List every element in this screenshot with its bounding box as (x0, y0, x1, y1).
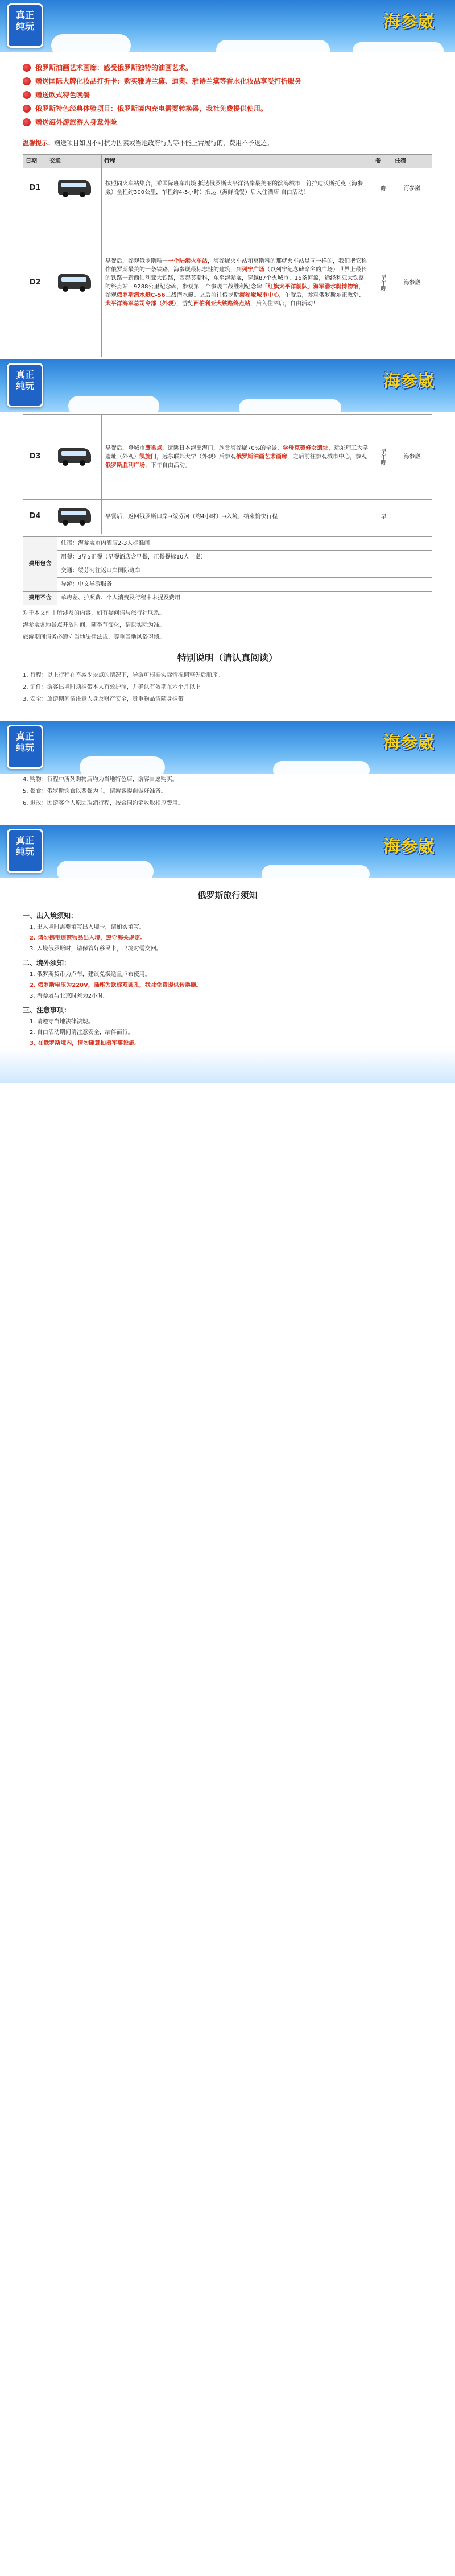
brand-logo: 海参崴 (383, 12, 435, 32)
bus-icon (58, 508, 91, 523)
guide-item: 3. 海参崴与北京时差为2小时。 (30, 993, 109, 999)
table-row: D4 早餐后，返回俄罗斯口岸→绥芬河（约4小时）→入境，结束愉快行程！ 早 (23, 499, 432, 534)
note-line: 旅游期间请务必遵守当地法律法规，尊重当地风俗习惯。 (23, 634, 165, 640)
highlight-item: 赠送欧式特色晚餐 (23, 90, 432, 100)
itinerary-table (23, 414, 432, 534)
special-para: 4. 购物：行程中所列购物店均为当地特色店，游客自愿购买。 (23, 776, 178, 783)
pure-play-badge: 真正 纯玩 (7, 725, 43, 769)
table-header-row (23, 154, 432, 168)
section-guide (0, 825, 455, 1084)
guide-item: 1. 请遵守当地法律法规。 (30, 1019, 94, 1025)
highlight-item: 俄罗斯油画艺术画廊：感受俄罗斯独特的油画艺术。 (23, 63, 432, 73)
col-hotel: 住宿 (392, 154, 432, 168)
guide-heading: 一、出入境须知： (23, 912, 78, 920)
guide-item: 2. 俄罗斯电压为220V，插座为欧标双圆孔，我社免费提供转换器。 (30, 982, 202, 989)
section-itinerary (0, 0, 455, 359)
rose-icon (23, 91, 31, 99)
note-line: 对于本文件中所涉及的内容，如有疑问请与旅行社联系。 (23, 610, 165, 617)
footer-banner (0, 1049, 455, 1083)
table-row: D3 早餐后，登城市鹰巢点，远眺日本海出海口，欣赏海参崴70%的全景，学母克契修女遗址，远东理工大学遗址（外观）凯旋门，远东联邦大学（外观）后参观俄罗斯油画艺术画廊，之后前往参观城市中心，参观俄罗斯胜利广场，下午自由活动。 早午晚 海参崴 (23, 414, 432, 499)
cost-table (23, 536, 432, 605)
pure-play-badge: 真正 纯玩 (7, 3, 43, 48)
special-para: 6. 退改：因游客个人原因取消行程，按合同约定收取相应费用。 (23, 800, 184, 807)
guide-item: 2. 请勿携带违禁物品出入境，遵守海关规定。 (30, 935, 146, 941)
col-itin: 行程 (102, 154, 373, 168)
section-itinerary-continued (0, 359, 455, 705)
table-row: 用餐：3早5正餐（早餐酒店含早餐，正餐餐标10人一桌） (23, 550, 432, 564)
table-row: D2 早餐后，参观俄罗斯唯一一个陆港火车站，海参崴火车站和莫斯科的那就火车站是同一样的，我们把它称作俄罗斯最美的一条铁路，海参崴最标志性的建筑，到列宁广场（以列宁纪念碑命名的广场）世界上最长的铁路一新西伯利亚大铁路，西起莫斯科，东至海参崴，穿越87个火城市。16条河流，途经利亚大铁路的终点站—9288公里纪念碑，参观第一个参观二战胜利纪念碑「红旗太平洋舰队」海军潜水艇博物馆，参观俄罗斯潜水艇C-56二战潜水艇。之后前往俄罗斯海参崴城市中心，午餐后，参观俄罗斯东正教堂、太平洋海军总司令部（外观），游览西伯利亚大铁路终点站，后入住酒店，自由活动！ 早午晚 海参崴 (23, 209, 432, 357)
brand-logo: 海参崴 (383, 837, 435, 857)
itinerary-table (23, 154, 432, 357)
guide-heading: 二、境外须知： (23, 959, 71, 967)
col-trans: 交通 (47, 154, 102, 168)
table-row: 费用包含 住宿：海参崴市内酒店2-3人标准间 (23, 536, 432, 550)
col-day: 日期 (23, 154, 47, 168)
rose-icon (23, 118, 31, 126)
header-banner (0, 721, 455, 774)
highlight-item: 赠送海外游旅游人身意外险 (23, 117, 432, 127)
guide-item: 1. 俄罗斯货币为卢布，建议兑换适量卢布使用。 (30, 971, 151, 978)
guide-item: 2. 自由活动期间请注意安全，结伴而行。 (30, 1029, 134, 1036)
highlight-item: 赠送国际大牌化妆品打折卡：购买雅诗兰黛、迪奥、雅诗兰黛等香水化妆品享受打折服务 (23, 76, 432, 86)
highlight-item: 俄罗斯特色经典体验项目：俄罗斯境内充电需要转换器，我社免费提供使用。 (23, 104, 432, 114)
brand-logo: 海参崴 (383, 371, 435, 391)
special-para: 1. 行程：以上行程在不减少景点的情况下，导游可根据实际情况调整先后顺序。 (23, 672, 224, 679)
rose-icon (23, 105, 31, 113)
bus-icon (58, 448, 91, 463)
bus-icon (58, 274, 91, 289)
table-row: D1 按照同火车站集合，乘国际班车出境 抵达俄罗斯太平洋沿岸最美丽的滨海城市一符拉迪沃斯托克（海参崴）全程约300公里，车程约4-5小时）抵达（海鲜晚餐）后入住酒店 自由活动！ 晚 海参崴 (23, 168, 432, 209)
header-banner (0, 825, 455, 878)
rose-icon (23, 77, 31, 85)
guide-item: 3. 入境俄罗斯时，请保管好移民卡，出境时需交回。 (30, 946, 162, 952)
table-row: 交通：绥芬河往返口岸国际班车 (23, 564, 432, 577)
highlights-list (0, 52, 455, 135)
bus-icon (58, 180, 91, 195)
guide-item: 3. 在俄罗斯境内，请勿随意拍摄军事设施。 (30, 1040, 140, 1047)
pure-play-badge: 真正 纯玩 (7, 829, 43, 873)
rose-icon (23, 64, 31, 72)
header-banner (0, 359, 455, 412)
table-row: 导游：中文导游服务 (23, 577, 432, 591)
guide-item: 1. 出入境时需要填写出入境卡，请如实填写。 (30, 924, 145, 931)
special-para: 5. 餐食：俄罗斯饮食以西餐为主，请游客提前做好准备。 (23, 788, 167, 795)
guide-heading: 三、注意事项： (23, 1006, 71, 1014)
special-para: 3. 安全：旅游期间请注意人身及财产安全，贵重物品请随身携带。 (23, 696, 189, 702)
guide-title: 俄罗斯旅行须知 (197, 890, 258, 900)
table-row: 费用不含 单房差、护照费、个人消费及行程中未提及费用 (23, 591, 432, 605)
header-banner (0, 0, 455, 52)
special-para: 2. 证件：游客出境时须携带本人有效护照，并确认有效期在六个月以上。 (23, 684, 206, 690)
note-line: 海参崴各地景点开放时间，随季节变化，请以实际为准。 (23, 622, 165, 629)
warm-tip: 温馨提示：赠送项目如因不可抗力因素或当地政府行为等不能正常履行的，费用不予退还。 (23, 139, 273, 147)
special-title: 特别说明（请认真阅读） (177, 652, 278, 663)
pure-play-badge: 真正 纯玩 (7, 363, 43, 407)
section-special (0, 721, 455, 809)
col-meal: 餐 (373, 154, 392, 168)
brand-logo: 海参崴 (383, 733, 435, 753)
